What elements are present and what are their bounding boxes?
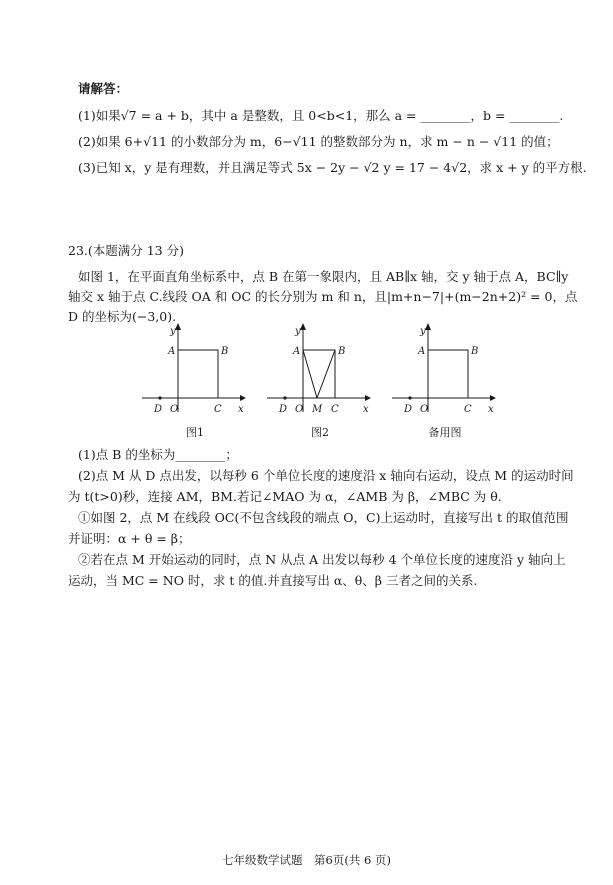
p23-sub-3b: 并证明：α + θ = β； (68, 531, 191, 546)
page-footer: 七年级数学试题 第6页(共 6 页) (222, 853, 391, 867)
figures-row (140, 320, 500, 450)
fig2-x-label: x (363, 404, 369, 415)
fig2-d-label: D (279, 404, 288, 415)
fig2-m-label: M (312, 404, 323, 415)
p23-para-1: 如图 1，在平面直角坐标系中，点 B 在第一象限内，且 AB∥x 轴，交 y 轴于点 A，BC∥y (78, 269, 569, 284)
fig3-a-label: A (418, 346, 426, 357)
fig2-a-label: A (293, 346, 301, 357)
fig1-b-label: B (221, 346, 229, 357)
p23-sub-2b: 为 t(t>0)秒，连接 AM，BM.若记∠MAO 为 α，∠AMB 为 β，∠MBC 为 θ. (68, 489, 502, 504)
fig1-a-label: A (168, 346, 176, 357)
p23-sub-1: (1)点 B 的坐标为________； (78, 447, 238, 462)
fig3-caption: 备用图 (428, 426, 462, 439)
p22-q2: (2)如果 6+√11 的小数部分为 m，6−√11 的整数部分为 n，求 m − n − √11 的值； (78, 134, 559, 149)
fig3-d-label: D (404, 404, 413, 415)
fig3-y-label: y (420, 326, 426, 337)
fig1-x-label: x (238, 404, 244, 415)
fig1-y-label: y (170, 326, 176, 337)
fig2-c-label: C (331, 404, 339, 415)
fig3-o-label: O (420, 404, 429, 415)
fig2-o-label: O (295, 404, 304, 415)
fig2-b-label: B (338, 346, 346, 357)
p23-para-2: 轴交 x 轴于点 C.线段 OA 和 OC 的长分别为 m 和 n，且|m+n−7|+(m−2n+2)² = 0，点 (68, 289, 578, 304)
figure-spare (390, 320, 500, 450)
p23-sub-4a: ②若在点 M 开始运动的同时，点 N 从点 A 出发以每秒 4 个单位长度的速度沿 y 轴向上 (78, 552, 566, 567)
fig1-caption: 图1 (186, 426, 204, 439)
fig3-b-label: B (471, 346, 479, 357)
p22-intro: 请解答： (78, 81, 129, 96)
fig1-c-label: C (214, 404, 222, 415)
fig3-x-label: x (488, 404, 494, 415)
fig2-caption: 图2 (311, 426, 329, 439)
fig1-d-label: D (154, 404, 163, 415)
figure-1 (140, 320, 250, 450)
fig1-o-label: O (170, 404, 179, 415)
p23-header: 23.(本题满分 13 分) (68, 243, 184, 258)
p23-sub-2a: (2)点 M 从 D 点出发，以每秒 6 个单位长度的速度沿 x 轴向右运动，设点 M 的运动时间 (78, 468, 574, 483)
fig3-c-label: C (464, 404, 472, 415)
p22-q3: (3)已知 x，y 是有理数，并且满足等式 5x − 2y − √2 y = 17 − 4√2，求 x + y 的平方根. (78, 160, 587, 175)
fig2-y-label: y (295, 326, 301, 337)
p23-para-3: D 的坐标为(−3,0). (68, 309, 177, 324)
p23-sub-4b: 运动，当 MC = NO 时，求 t 的值.并直接写出 α、θ、β 三者之间的关系. (68, 573, 478, 588)
figure-2 (265, 320, 375, 450)
p22-q1: (1)如果√7 = a + b，其中 a 是整数，且 0<b<1，那么 a = ________，b = ________. (78, 108, 564, 123)
p23-sub-3a: ①如图 2，点 M 在线段 OC(不包含线段的端点 O，C)上运动时，直接写出 t 的取值范围 (78, 510, 569, 525)
